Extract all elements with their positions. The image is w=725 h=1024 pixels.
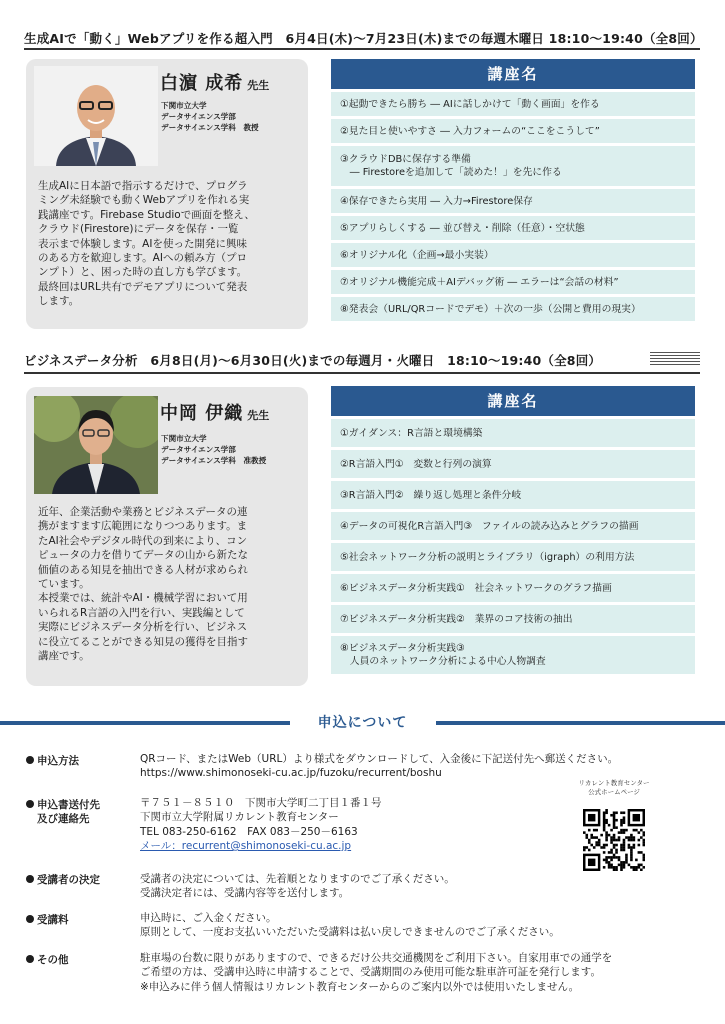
course-item: ③R言語入門② 繰り返し処理と条件分岐 — [331, 481, 695, 509]
qr-code[interactable] — [583, 809, 645, 871]
course-item: ⑧ビジネスデータ分析実践③ 人員のネットワーク分析による中心人物調査 — [331, 636, 695, 674]
course1-list — [331, 59, 695, 321]
instructor2-name: 中岡 伊織 先生 — [160, 403, 270, 424]
instructor2-photo — [34, 396, 158, 494]
instructor1-affiliation: 下関市立大学 データサイエンス学部 データサイエンス学科 教授 — [161, 101, 259, 132]
course-item: ③クラウドDBに保存する準備 ― Firestoreを追加して「読めた！」を先に作る — [331, 146, 695, 186]
bullet-icon — [26, 875, 34, 883]
method-label: 申込方法 — [26, 754, 79, 768]
other-label: その他 — [26, 953, 69, 967]
course-item: ②見た目と使いやすさ ― 入力フォームの“ここをこうして” — [331, 119, 695, 143]
selection-text: 受講者の決定については、先着順となりますのでご了承ください。 受講決定者には、受講内容等を送付します。 — [140, 873, 455, 900]
course-item: ②R言語入門① 変数と行列の演算 — [331, 450, 695, 478]
boshu-url[interactable]: https://www.shimonoseki-cu.ac.jp/fuzoku/recurrent/boshu — [140, 767, 442, 780]
course-item: ①起動できたら勝ち ― AIに話しかけて「動く画面」を作る — [331, 92, 695, 116]
course1-divider — [24, 48, 700, 50]
address-label: 申込書送付先 及び連絡先 — [26, 798, 100, 826]
course-item: ⑤社会ネットワーク分析の説明とライブラリ（igraph）の利用方法 — [331, 543, 695, 571]
course-item: ⑦ビジネスデータ分析実践② 業界のコア技術の抽出 — [331, 605, 695, 633]
apply-title: 申込について — [317, 715, 408, 731]
instructor2-description: 近年、企業活動や業務とビジネスデータの連 携がますます広範囲になりつつあります。ま たAI社会やデジタル時代の到来により、コン ピュータの力を借りてデータの山から新たな 価値のある知見を抽出できる人材が求められ ています。 本授業では、統計やAI・機械学習において用 いられるR言語の入門を行い、実践編として 実際にビジネスデータ分析を行い、ビジネス に役立てることができる知見の獲得を目指す 講座です。 — [38, 506, 248, 662]
course-item: ⑧発表会（URL/QRコードでデモ）＋次の一歩（公開と費用の現実） — [331, 297, 695, 321]
course2-header: ビジネスデータ分析 6月8日(月)～6月30日(火)までの毎週月・火曜日 18:10～19:40（全8回） — [24, 353, 602, 368]
apply-bar-right — [436, 721, 725, 725]
fee-label: 受講料 — [26, 913, 69, 927]
course1-list-title: 講座名 — [331, 59, 695, 89]
qr-caption: リカレント教育センター 公式ホームページ — [578, 779, 650, 796]
course-item: ④データの可視化R言語入門③ ファイルの読み込みとグラフの描画 — [331, 512, 695, 540]
decorative-stripes — [650, 352, 700, 366]
course-item: ①ガイダンス：R言語と環境構築 — [331, 419, 695, 447]
bullet-icon — [26, 915, 34, 923]
bullet-icon — [26, 756, 34, 764]
fee-text: 申込時に、ご入金ください。 原則として、一度お支払いいただいた受講料は払い戻しできませんのでご了承ください。 — [140, 912, 560, 939]
instructor1-description: 生成AIに日本語で指示するだけで、プログラ ミング未経験でも動くWebアプリを作れる実 践講座です。Firebase Studioで画面を整え、 クラウド(Firestore)にデータを保存・一覧 表示まで体験します。AIを使った開発に興味 のある方を歓迎します。AIへの頼み方（プロ ンプト）と、困った時の直し方も学びます。 最終回はURL共有でデモアプリについて発表 します。 — [38, 180, 255, 308]
instructor1-card — [26, 59, 308, 329]
email-link[interactable]: メール：recurrent@shimonoseki-cu.ac.jp — [140, 840, 352, 853]
course-item: ⑤アプリらしくする ― 並び替え・削除（任意）・空状態 — [331, 216, 695, 240]
bullet-icon — [26, 800, 34, 808]
address-text: 〒７５１－８５１０ 下関市大学町二丁目１番１号 下関市立大学附属リカレント教育センター TEL 083-250-6162 FAX 083－250－6163 メール：recurrent@shimonoseki-cu.ac.jp — [140, 797, 382, 853]
course1-header: 生成AIで「動く」Webアプリを作る超入門 6月4日(木)～7月23日(木)までの毎週木曜日 18:10～19:40（全8回） — [24, 31, 703, 46]
course-item: ⑦オリジナル機能完成＋AIデバッグ術 ― エラーは“会話の材料” — [331, 270, 695, 294]
other-text: 駐車場の台数に限りがありますので、できるだけ公共交通機関をご利用下さい。自家用車での通学を ご希望の方は、受講申込時に申請することで、受講期間のみ使用可能な駐車許可証を発行します。 ※申込みに伴う個人情報はリカレント教育センターからのご案内以外では使用いたしません。 — [140, 952, 613, 993]
course-item: ⑥ビジネスデータ分析実践① 社会ネットワークのグラフ描画 — [331, 574, 695, 602]
course2-list-title: 講座名 — [331, 386, 695, 416]
course-item: ④保存できたら実用 ― 入力→Firestore保存 — [331, 189, 695, 213]
course-item: ⑥オリジナル化（企画→最小実装） — [331, 243, 695, 267]
instructor2-card — [26, 387, 308, 686]
instructor1-name: 白濵 成希 先生 — [160, 73, 270, 94]
course2-divider — [24, 372, 700, 374]
selection-label: 受講者の決定 — [26, 873, 100, 887]
course2-list — [331, 386, 695, 674]
instructor2-affiliation: 下関市立大学 データサイエンス学部 データサイエンス学科 准教授 — [161, 434, 267, 465]
method-text: QRコード、またはWeb（URL）より様式をダウンロードして、入金後に下記送付先へ郵送ください。 https://www.shimonoseki-cu.ac.jp/fuzoku/recurrent/boshu — [140, 753, 619, 780]
instructor1-photo — [34, 66, 158, 166]
bullet-icon — [26, 955, 34, 963]
